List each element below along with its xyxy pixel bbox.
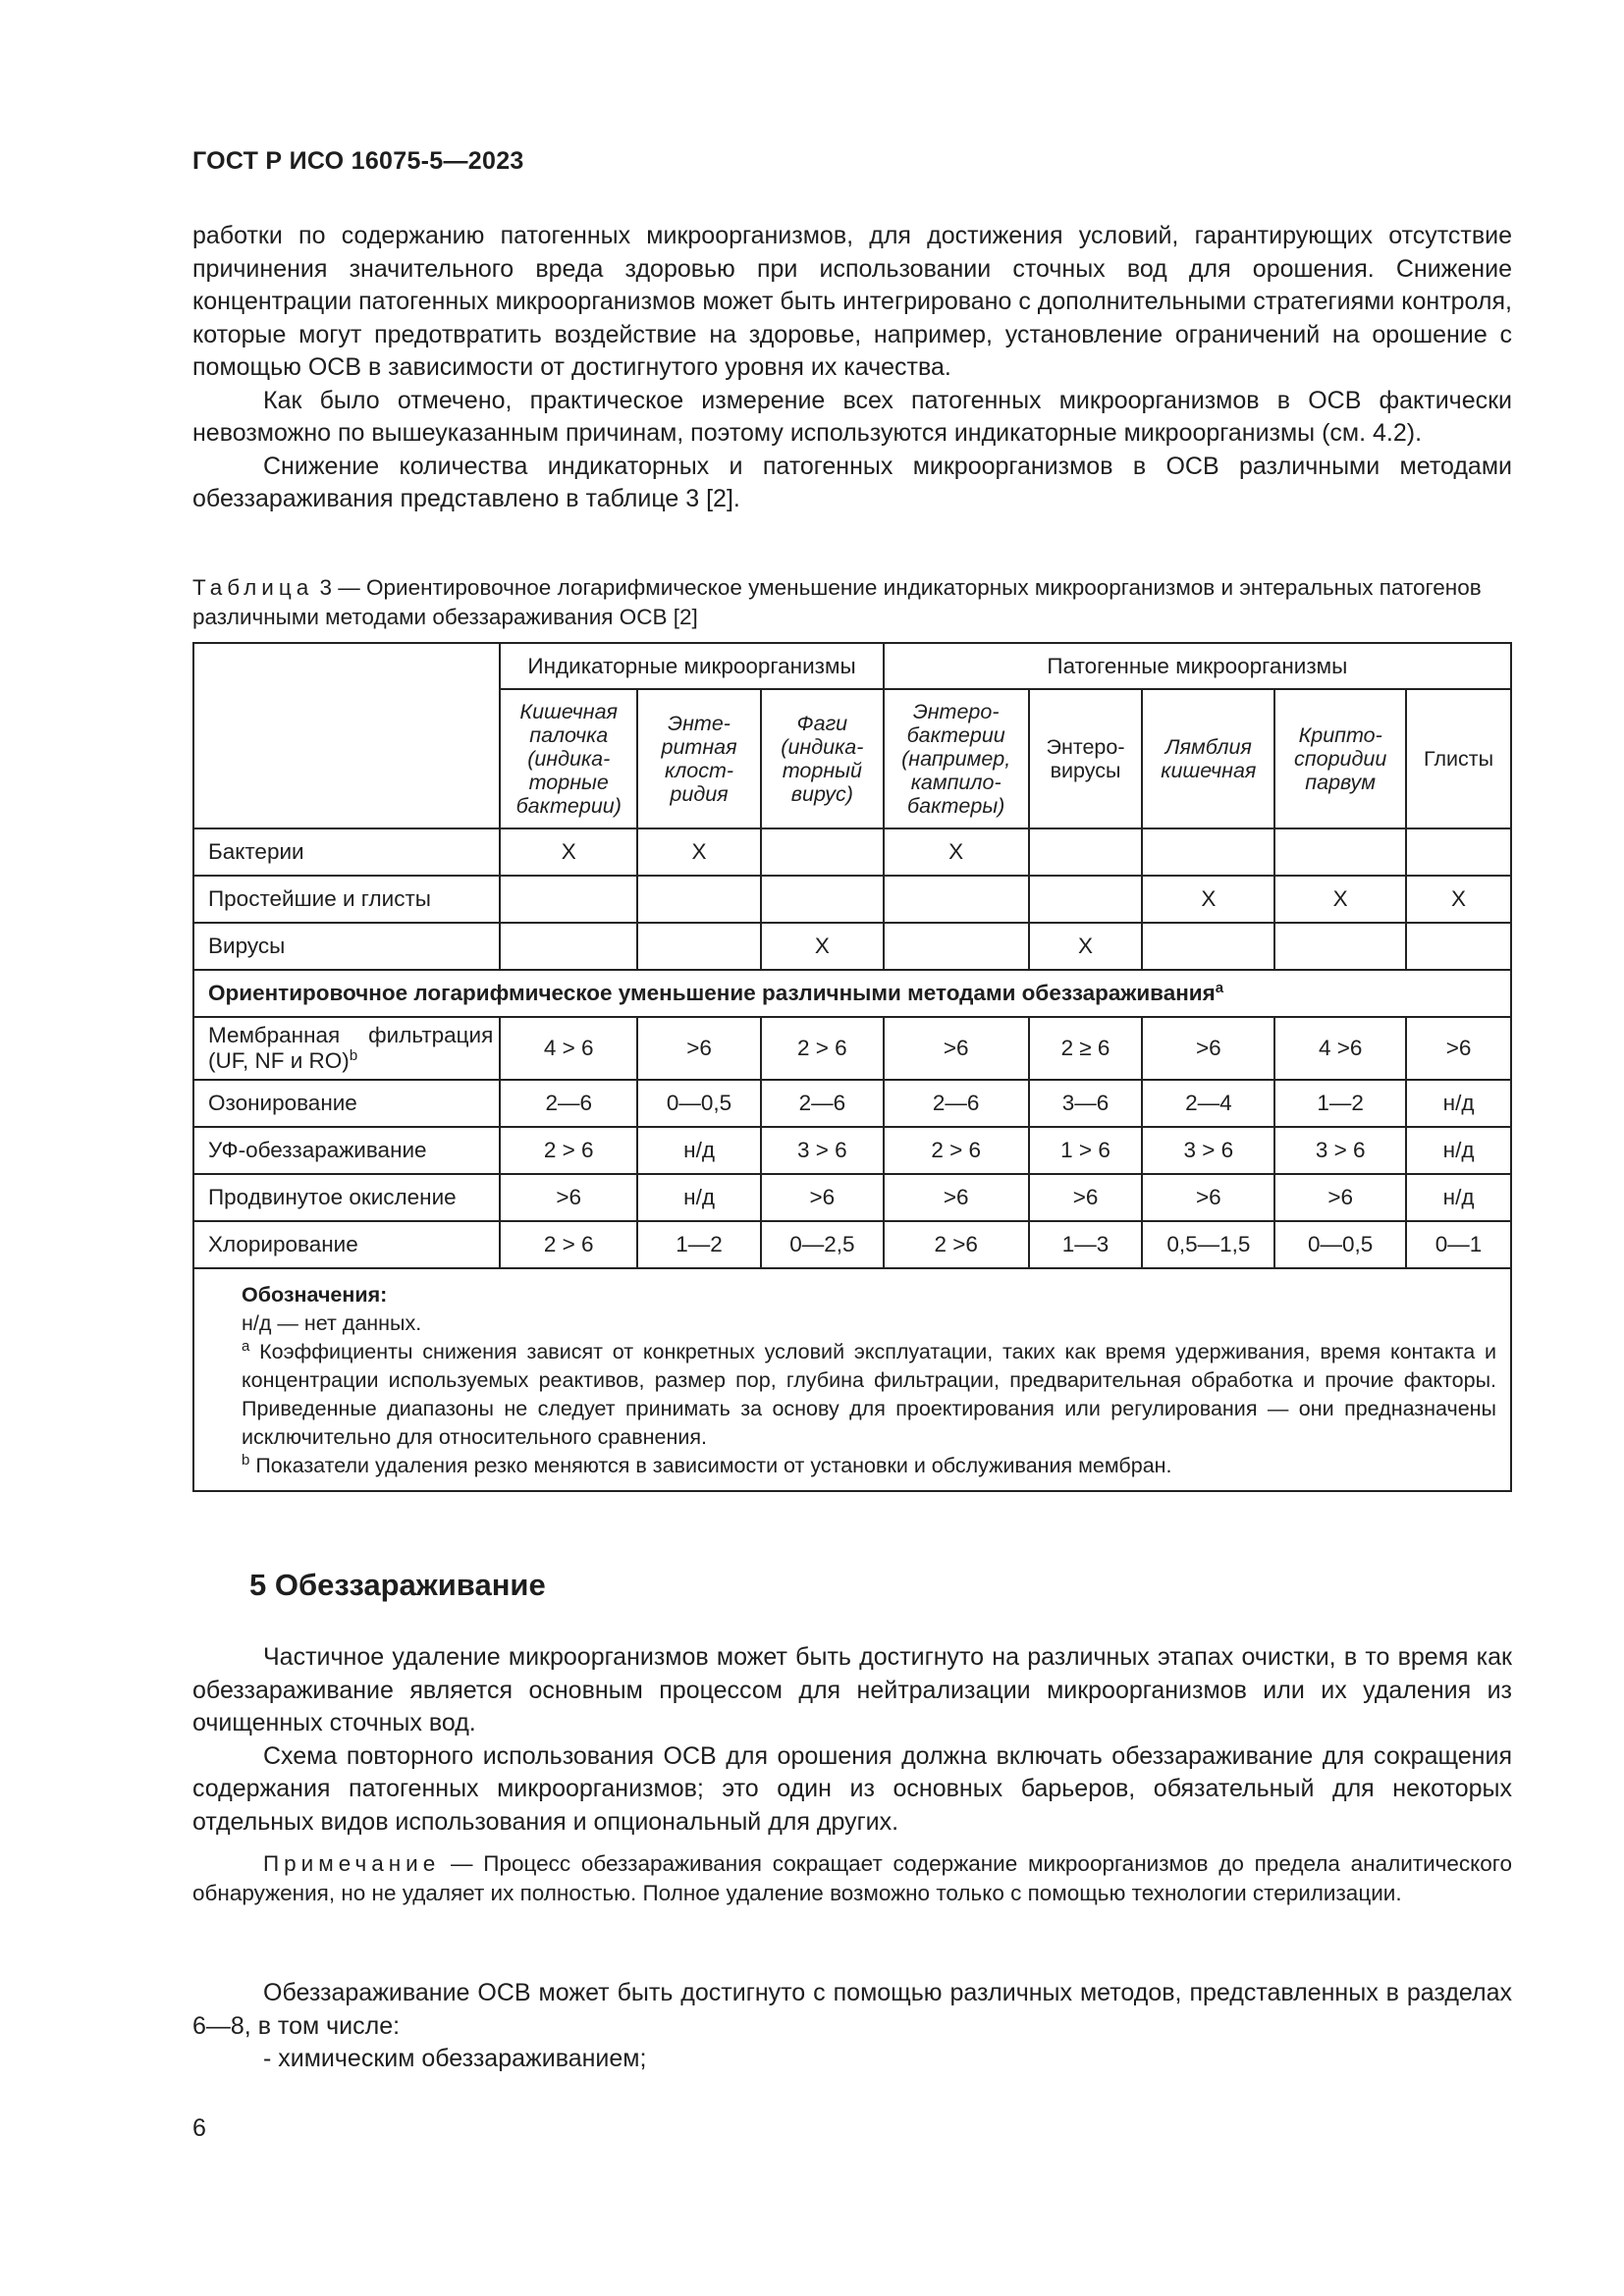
table-cell [500, 923, 637, 970]
table-cell [1274, 923, 1406, 970]
table-cell: >6 [1142, 1174, 1274, 1221]
section-paragraph-1: Частичное удаление микроорганизмов может быть достигнуто на различных этапах очистки, в то время как обеззараживание является основным процессом для нейтрализации микроорганизмов или их удаления из очищенных сточных вод. [192, 1643, 1512, 1736]
table-cell: 2 ≥ 6 [1029, 1017, 1143, 1080]
table-cell: X [637, 828, 761, 876]
section-paragraph-2: Схема повторного использования ОСВ для орошения должна включать обеззараживание для сокращения содержания патогенных микроорганизмов; это один из основных барьеров, обязательный для некоторых отдельных видов использования и опциональный для других. [192, 1741, 1512, 1836]
table-cell [761, 828, 884, 876]
table-cell: X [1142, 876, 1274, 923]
section-note-label: Примечание [263, 1851, 441, 1876]
list-item: - химическим обеззараживанием; [263, 2045, 647, 2072]
table-cell: 3—6 [1029, 1080, 1143, 1127]
table-cell [1029, 828, 1143, 876]
note-b [242, 1452, 1496, 1480]
table-cell: 0—0,5 [637, 1080, 761, 1127]
table-cell: 2—6 [761, 1080, 884, 1127]
col-header: Лямблия кишечная [1142, 689, 1274, 828]
table-cell: 3 > 6 [1274, 1127, 1406, 1174]
table-cell: н/д [637, 1174, 761, 1221]
table-cell [1406, 923, 1511, 970]
note-nd: н/д — нет данных. [242, 1311, 422, 1335]
table-cell: >6 [1142, 1017, 1274, 1080]
table-cell: 3 > 6 [761, 1127, 884, 1174]
section-note-text: — Процесс обеззараживания сокращает содержание микроорганизмов до предела аналитического обнаружения, но не удаляет их полностью. Полное удаление возможно только с помощью технологии стерилизации. [192, 1851, 1512, 1905]
table-cell [761, 876, 884, 923]
table-cell [884, 876, 1029, 923]
table-cell: 1 > 6 [1029, 1127, 1143, 1174]
col-header: Энтеритная клостридия [637, 689, 761, 828]
table-cell: 0—1 [1406, 1221, 1511, 1268]
section-header-text: Ориентировочное логарифмическое уменьшение различными методами обеззараживания [208, 981, 1216, 1005]
col-header: Криптоспоридии парвум [1274, 689, 1406, 828]
table-cell: X [1406, 876, 1511, 923]
section-header-row [193, 970, 1511, 1017]
table-cell [637, 923, 761, 970]
group-pathogen: Патогенные микроорганизмы [884, 643, 1511, 689]
footnote-mark-a: a [1215, 980, 1224, 996]
table-cell: н/д [1406, 1080, 1511, 1127]
corner-cell [193, 643, 500, 828]
section-title: 5 Обеззараживание [249, 1568, 546, 1602]
group-indicator: Индикаторные микроорганизмы [500, 643, 883, 689]
table-cell: н/д [1406, 1174, 1511, 1221]
notes-heading: Обозначения: [242, 1283, 388, 1307]
table-cell: 1—2 [637, 1221, 761, 1268]
col-header: Энтеробактерии (например, кампилобактеры) [884, 689, 1029, 828]
table-row [193, 828, 1511, 876]
table-row [193, 1174, 1511, 1221]
table-row [193, 876, 1511, 923]
methods-list [192, 2043, 1512, 2076]
col-header: Кишечная палочка (индикаторные бактерии) [500, 689, 637, 828]
table-cell: 2—6 [884, 1080, 1029, 1127]
table-cell: >6 [1406, 1017, 1511, 1080]
table-cell: >6 [500, 1174, 637, 1221]
section-note-paragraph [192, 1849, 1512, 1908]
table-row [193, 1127, 1511, 1174]
table-cell: 1—3 [1029, 1221, 1143, 1268]
table-cell: 2—4 [1142, 1080, 1274, 1127]
row-label: Продвинутое окисление [193, 1174, 500, 1221]
note-a-mark: a [242, 1338, 250, 1355]
col-header: Энтеровирусы [1029, 689, 1143, 828]
document-header: ГОСТ Р ИСО 16075-5—2023 [192, 147, 524, 175]
table-cell: н/д [637, 1127, 761, 1174]
final-text [192, 1977, 1512, 2076]
intro-paragraph-1: работки по содержанию патогенных микроорганизмов, для достижения условий, гарантирующих отсутствие причинения значительного вреда здоровью при использовании сточных вод для орошения. Снижение концентрации патогенных микроорганизмов может быть интегрировано с дополнительными стратегиями контроля, которые могут предотвратить воздействие на здоровье, например, установление ограничений на орошение с помощью ОСВ в зависимости от достигнутого уровня их качества. [192, 222, 1512, 381]
table-cell: н/д [1406, 1127, 1511, 1174]
row-label-text: Мембранная фильтрация (UF, NF и RO) [208, 1023, 494, 1073]
note-b-mark: b [242, 1452, 250, 1468]
table-caption-label: Таблица [192, 575, 314, 600]
table-cell: 1—2 [1274, 1080, 1406, 1127]
footnote-mark-b: b [349, 1047, 358, 1064]
final-paragraph: Обеззараживание ОСВ может быть достигнуто с помощью различных методов, представленных в разделах 6—8, в том числе: [192, 1979, 1512, 2040]
table-cell [637, 876, 761, 923]
table-cell [500, 876, 637, 923]
note-a-text: Коэффициенты снижения зависят от конкретных условий эксплуатации, таких как время удерживания, время контакта и концентрации используемых реактивов, размер пор, глубина фильтрации, предварительная обработка и прочие факторы. Приведенные диапазоны не следует принимать за основу для проектирования или регулирования — они предназначены исключительно для относительного сравнения. [242, 1340, 1496, 1449]
table-cell: 3 > 6 [1142, 1127, 1274, 1174]
row-label: Простейшие и глисты [193, 876, 500, 923]
table-cell: >6 [637, 1017, 761, 1080]
table-cell: >6 [1029, 1174, 1143, 1221]
table-cell: 0—2,5 [761, 1221, 884, 1268]
table-cell: 2—6 [500, 1080, 637, 1127]
intro-paragraph-3: Снижение количества индикаторных и патогенных микроорганизмов в ОСВ различными методами обеззараживания представлено в таблице 3 [2]. [192, 452, 1512, 512]
table-caption-text: 3 — Ориентировочное логарифмическое уменьшение индикаторных микроорганизмов и энтеральных патогенов различными методами обеззараживания ОСВ [2] [192, 575, 1482, 629]
row-label: Хлорирование [193, 1221, 500, 1268]
intro-text [192, 220, 1512, 516]
table-cell: 2 > 6 [884, 1127, 1029, 1174]
table-cell: 0,5—1,5 [1142, 1221, 1274, 1268]
intro-paragraph-2: Как было отмечено, практическое измерение всех патогенных микроорганизмов в ОСВ фактически невозможно по вышеуказанным причинам, поэтому используются индикаторные микроорганизмы (см. 4.2). [192, 386, 1512, 447]
table-row [193, 1080, 1511, 1127]
group-header-row [193, 643, 1511, 689]
section-note [192, 1849, 1512, 1908]
section-text [192, 1641, 1512, 1839]
notes-row [193, 1268, 1511, 1491]
table-cell [1142, 828, 1274, 876]
note-b-text: Показатели удаления резко меняются в зависимости от установки и обслуживания мембран. [249, 1454, 1172, 1477]
section-header-cell [193, 970, 1511, 1017]
col-header: Глисты [1406, 689, 1511, 828]
table-cell: X [1029, 923, 1143, 970]
table-cell: X [761, 923, 884, 970]
table-cell: >6 [761, 1174, 884, 1221]
table-row [193, 1017, 1511, 1080]
row-label: УФ-обеззараживание [193, 1127, 500, 1174]
table-cell: X [1274, 876, 1406, 923]
table-cell [1274, 828, 1406, 876]
table-cell: 2 >6 [884, 1221, 1029, 1268]
table-notes [193, 1268, 1511, 1491]
table-cell [1029, 876, 1143, 923]
table-cell: 4 >6 [1274, 1017, 1406, 1080]
table-cell [884, 923, 1029, 970]
table-cell: 2 > 6 [500, 1221, 637, 1268]
table-cell: >6 [884, 1174, 1029, 1221]
table-cell [1142, 923, 1274, 970]
row-label: Озонирование [193, 1080, 500, 1127]
row-label: Вирусы [193, 923, 500, 970]
table-cell: X [500, 828, 637, 876]
page-number: 6 [192, 2114, 206, 2142]
table-cell: >6 [1274, 1174, 1406, 1221]
note-a [242, 1338, 1496, 1452]
table-cell: X [884, 828, 1029, 876]
table-cell: 2 > 6 [500, 1127, 637, 1174]
table-row [193, 1221, 1511, 1268]
row-label: Бактерии [193, 828, 500, 876]
table-cell [1406, 828, 1511, 876]
table-cell: 2 > 6 [761, 1017, 884, 1080]
table-cell: 0—0,5 [1274, 1221, 1406, 1268]
table-row [193, 923, 1511, 970]
row-label [193, 1017, 500, 1080]
col-header: Фаги (индикаторный вирус) [761, 689, 884, 828]
table-cell: >6 [884, 1017, 1029, 1080]
table-cell: 4 > 6 [500, 1017, 637, 1080]
disinfection-table [192, 642, 1512, 1492]
table-caption [192, 573, 1512, 632]
